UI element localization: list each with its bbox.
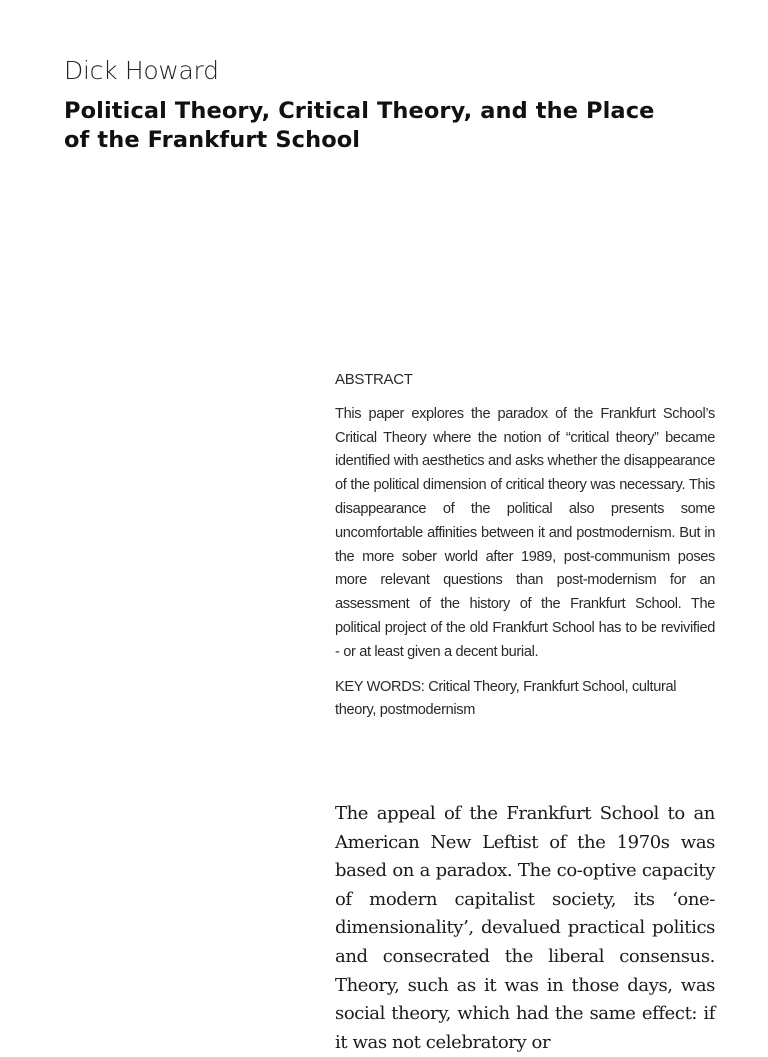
abstract-text: This paper explores the paradox of the Frankfurt School’s Critical Theory where the notion of “critical theory” became identified with aesthetics and asks whether the disappearance of the political dimension of critical theory was necessary. This disappearance of the political also presents some uncomfortable affinities between it and postmodernism. But in the more sober world after 1989, post-communism poses more relevant questions than post-modernism for an assessment of the history of the Frankfurt School. The political project of the old Frankfurt School has to be revivified - or at least given a decent burial. [335,405,715,660]
article-title-line-2: of the Frankfurt School [64,127,361,153]
article-title-line-1: Political Theory, Critical Theory, and the Place [64,98,655,124]
keywords: KEY WORDS: Critical Theory, Frankfurt School, cultural theory, postmodernism [335,678,677,719]
abstract-section [335,368,715,723]
body-paragraph: The appeal of the Frankfurt School to an American New Leftist of the 1970s was based on a paradox. The co-optive capacity of modern capitalist society, its ‘one-dimensionality’, devalued practical politics and consecrated the liberal consensus. Theory, such as it was in those days, was social theory, which had the same effect: if it was not celebratory or [335,803,715,1053]
author-name: Dick Howard [64,56,219,85]
abstract-heading: ABSTRACT [335,371,413,388]
article-title [64,97,704,155]
